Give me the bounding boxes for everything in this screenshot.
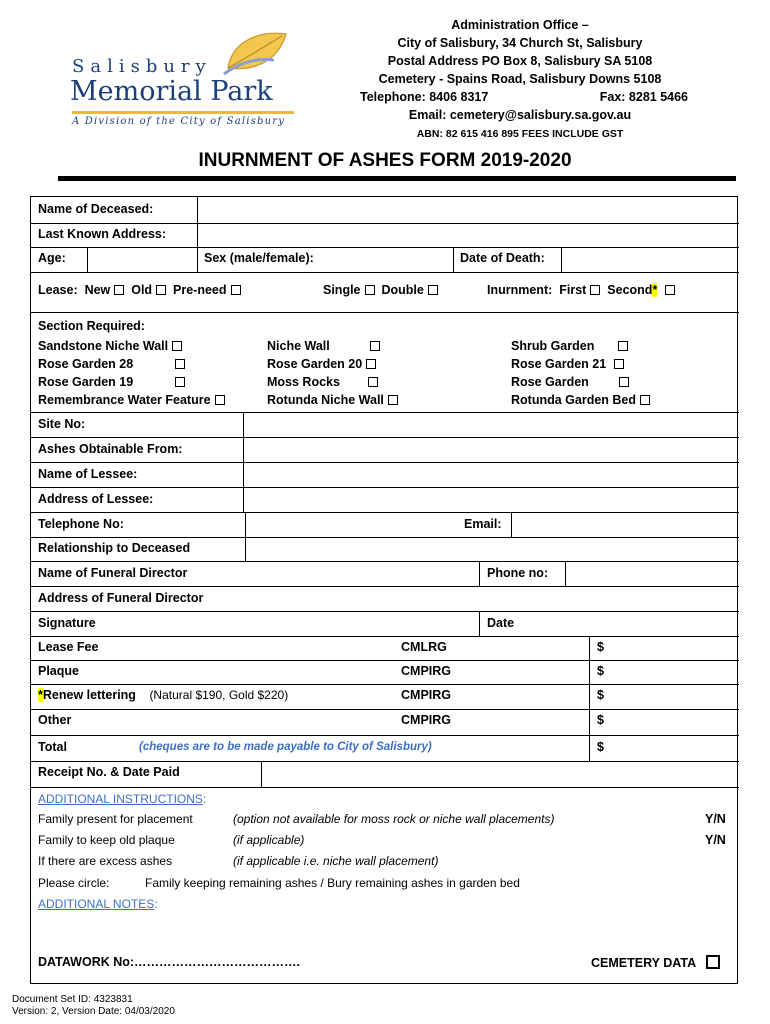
section-checkbox[interactable] <box>619 377 629 387</box>
instruction-label: Family to keep old plaque <box>38 833 175 847</box>
section-checkbox[interactable] <box>172 341 182 351</box>
section-checkbox[interactable] <box>215 395 225 405</box>
email-label: Email: <box>464 517 502 531</box>
datawork-label: DATAWORK No:…………………………………. <box>38 955 301 969</box>
section-option: Rose Garden <box>511 375 589 389</box>
lease-row <box>38 283 241 297</box>
section-option: Rose Garden 28 <box>38 357 134 371</box>
section-checkbox[interactable] <box>388 395 398 405</box>
date-label: Date <box>487 616 515 630</box>
site-no-label: Site No: <box>38 417 86 431</box>
name-of-lessee-label: Name of Lessee: <box>38 467 138 481</box>
instruction-yn[interactable]: Y/N <box>705 833 726 847</box>
section-option: Moss Rocks <box>267 375 340 389</box>
total-label: Total <box>38 740 67 754</box>
renew-code: CMPIRG <box>401 688 451 702</box>
other-dollar: $ <box>597 713 604 727</box>
instruction-label: If there are excess ashes <box>38 854 173 868</box>
sex-label: Sex (male/female): <box>204 251 314 265</box>
logo-bar <box>72 111 294 114</box>
lease-preneed-checkbox[interactable] <box>231 285 241 295</box>
signature-label: Signature <box>38 616 96 630</box>
other-code: CMPIRG <box>401 713 451 727</box>
cheques-note: (cheques are to be made payable to City of Salisbury) <box>139 741 432 753</box>
lease-label: Lease: <box>38 283 78 297</box>
plaque-code: CMPIRG <box>401 664 451 678</box>
renew-dollar: $ <box>597 688 604 702</box>
instructions-heading <box>38 792 206 806</box>
single-checkbox[interactable] <box>365 285 375 295</box>
section-option: Remembrance Water Feature <box>38 393 211 407</box>
phone-no-label: Phone no: <box>487 566 549 580</box>
section-checkbox[interactable] <box>368 377 378 387</box>
second-label: Second <box>607 283 653 297</box>
renew-lettering-row <box>38 688 288 702</box>
age-label: Age: <box>38 251 66 265</box>
first-checkbox[interactable] <box>590 285 600 295</box>
section-checkbox[interactable] <box>614 359 624 369</box>
lease-new-checkbox[interactable] <box>114 285 124 295</box>
form-frame <box>30 196 738 984</box>
section-option: Rotunda Garden Bed <box>511 393 637 407</box>
fax: Fax: 8281 5466 <box>599 90 688 104</box>
inurnment-label: Inurnment: <box>487 283 553 297</box>
section-checkbox[interactable] <box>640 395 650 405</box>
logo-line-2: Memorial Park <box>70 76 273 107</box>
notes-heading-text: ADDITIONAL NOTES <box>38 897 155 911</box>
inurnment-row <box>487 283 675 297</box>
renew-star: * <box>38 688 43 702</box>
telephone-no-label: Telephone No: <box>38 517 124 531</box>
double-label: Double <box>381 283 424 297</box>
section-checkbox[interactable] <box>370 341 380 351</box>
cemetery-data-checkbox[interactable] <box>706 955 720 969</box>
email-line: Email: cemetery@salisbury.sa.gov.au <box>408 108 632 122</box>
plot-type-row <box>323 283 438 297</box>
cemetery-data-label: CEMETERY DATA <box>591 956 697 970</box>
section-checkbox[interactable] <box>618 341 628 351</box>
form-title: INURNMENT OF ASHES FORM 2019-2020 <box>198 150 572 171</box>
address-line: Cemetery - Spains Road, Salisbury Downs 5108 <box>378 72 662 86</box>
section-option: Shrub Garden <box>511 339 595 353</box>
circle-options[interactable]: Family keeping remaining ashes / Bury remaining ashes in garden bed <box>145 876 520 890</box>
section-checkbox[interactable] <box>366 359 376 369</box>
lease-fee-code: CMLRG <box>401 640 447 654</box>
document-version: Version: 2, Version Date: 04/03/2020 <box>12 1006 175 1017</box>
section-checkbox[interactable] <box>175 359 185 369</box>
total-dollar: $ <box>597 740 604 754</box>
instruction-note: (option not available for moss rock or niche wall placements) <box>233 812 555 826</box>
receipt-label: Receipt No. & Date Paid <box>38 765 180 779</box>
address-line: Administration Office – <box>451 18 589 32</box>
sections-column-2 <box>267 337 398 409</box>
funeral-director-label: Name of Funeral Director <box>38 566 188 580</box>
instructions-heading-text: ADDITIONAL INSTRUCTIONS <box>38 792 203 806</box>
sections-column-3 <box>511 337 650 409</box>
name-of-deceased-label: Name of Deceased: <box>38 202 154 216</box>
renew-note: (Natural $190, Gold $220) <box>149 688 289 702</box>
lease-fee-label: Lease Fee <box>38 640 99 654</box>
document-footer <box>12 994 175 1018</box>
section-option: Rose Garden 21 <box>511 357 607 371</box>
logo-line-1: Salisbury <box>72 56 212 77</box>
last-known-address-label: Last Known Address: <box>38 227 167 241</box>
instruction-note: (if applicable) <box>233 833 305 847</box>
relationship-label: Relationship to Deceased <box>38 541 191 555</box>
title-rule <box>58 176 736 181</box>
ashes-from-label: Ashes Obtainable From: <box>38 442 183 456</box>
double-checkbox[interactable] <box>428 285 438 295</box>
telephone: Telephone: 8406 8317 <box>360 90 489 104</box>
lease-old-label: Old <box>131 283 153 297</box>
leaf-icon <box>222 28 290 80</box>
sections-column-1 <box>38 337 225 409</box>
telephone-fax-line <box>300 88 740 106</box>
lease-fee-dollar: $ <box>597 640 604 654</box>
lease-new-label: New <box>84 283 111 297</box>
funeral-address-label: Address of Funeral Director <box>38 591 204 605</box>
other-label: Other <box>38 713 72 727</box>
notes-heading-colon: : <box>154 897 158 911</box>
address-line: Postal Address PO Box 8, Salisbury SA 5108 <box>387 54 653 68</box>
section-option: Rose Garden 20 <box>267 357 363 371</box>
memorial-park-logo <box>66 28 296 132</box>
section-required-label: Section Required: <box>38 319 145 333</box>
second-star: * <box>652 283 658 297</box>
instruction-yn[interactable]: Y/N <box>705 812 726 826</box>
plaque-label: Plaque <box>38 664 79 678</box>
cemetery-data-row <box>591 955 720 970</box>
office-address <box>300 16 740 143</box>
logo-line-3: A Division of the City of Salisbury <box>72 116 286 127</box>
section-option: Niche Wall <box>267 339 330 353</box>
section-option: Sandstone Niche Wall <box>38 339 169 353</box>
address-of-lessee-label: Address of Lessee: <box>38 492 154 506</box>
plaque-dollar: $ <box>597 664 604 678</box>
instruction-note: (if applicable i.e. niche wall placement) <box>233 854 439 868</box>
date-of-death-label: Date of Death: <box>460 251 545 265</box>
single-label: Single <box>323 283 361 297</box>
section-option: Rose Garden 19 <box>38 375 134 389</box>
section-option: Rotunda Niche Wall <box>267 393 384 407</box>
instructions-heading-colon: : <box>202 792 207 806</box>
please-circle-label: Please circle: <box>38 876 110 890</box>
lease-old-checkbox[interactable] <box>156 285 166 295</box>
section-checkbox[interactable] <box>175 377 185 387</box>
instruction-label: Family present for placement <box>38 812 193 826</box>
second-checkbox[interactable] <box>665 285 675 295</box>
renew-lettering-label: Renew lettering <box>42 688 136 702</box>
notes-heading <box>38 897 158 911</box>
abn-line: ABN: 82 615 416 895 FEES INCLUDE GST <box>416 128 624 140</box>
lease-preneed-label: Pre-need <box>173 283 227 297</box>
first-label: First <box>559 283 587 297</box>
address-line: City of Salisbury, 34 Church St, Salisbury <box>397 36 643 50</box>
document-set-id: Document Set ID: 4323831 <box>12 994 133 1005</box>
